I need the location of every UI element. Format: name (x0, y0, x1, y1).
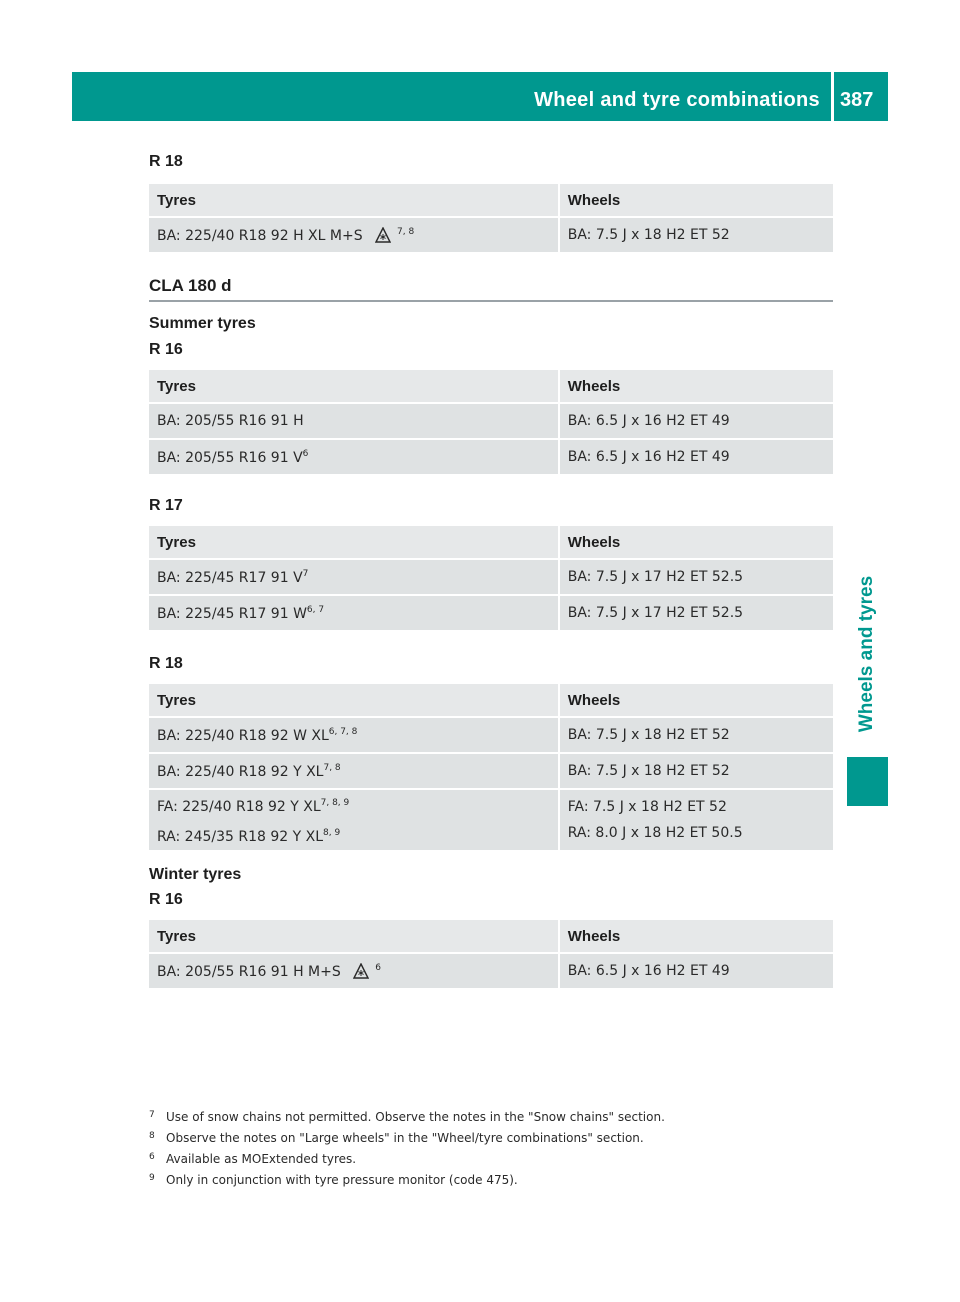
col-header-tyres: Tyres (149, 184, 560, 216)
footnote-ref: 7, 8 (323, 762, 341, 773)
tyre-text: FA: 225/40 R18 92 Y XL (157, 799, 321, 815)
snowflake-mountain-icon (353, 963, 369, 979)
col-header-wheels: Wheels (560, 370, 833, 402)
tyre-cell (149, 790, 560, 850)
footnote-ref: 8, 9 (323, 828, 341, 838)
tyre-text: BA: 225/40 R18 92 W XL (157, 727, 329, 744)
side-tab (847, 554, 888, 754)
table-row (149, 718, 833, 752)
header-divider (831, 72, 834, 121)
footnote-text: Observe the notes on "Large wheels" in the "Wheel/tyre combinations" section. (166, 1131, 644, 1145)
page-header (72, 72, 888, 121)
table-header-row (149, 184, 833, 216)
footnote-number: 8 (149, 1131, 155, 1141)
table-row (149, 596, 833, 630)
tyre-text: BA: 205/55 R16 91 H (157, 413, 304, 429)
tyre-text: BA: 225/40 R18 92 Y XL (157, 763, 324, 780)
footnote-ref: 6, 7 (306, 604, 325, 615)
table-row (149, 218, 833, 252)
table-header-row (149, 526, 833, 558)
size-label: R 17 (149, 497, 183, 514)
table-row (149, 954, 833, 988)
footnote-ref: 6 (302, 448, 309, 459)
wheel-cell: BA: 6.5 J x 16 H2 ET 49 (560, 954, 833, 988)
col-header-wheels: Wheels (560, 526, 833, 558)
size-label: R 18 (149, 655, 183, 672)
wheel-cell: BA: 6.5 J x 16 H2 ET 49 (560, 404, 833, 438)
col-header-tyres: Tyres (149, 526, 560, 558)
tyre-table (149, 524, 833, 632)
footnote (149, 1168, 665, 1189)
tyre-cell (149, 218, 560, 252)
summer-tyres-heading: Summer tyres (149, 315, 256, 332)
tyre-cell (149, 954, 560, 988)
wheel-cell: BA: 7.5 J x 18 H2 ET 52 (560, 718, 833, 752)
footnote-ref: 6 (375, 962, 381, 973)
col-header-wheels: Wheels (560, 684, 833, 716)
wheel-cell: BA: 7.5 J x 18 H2 ET 52 (560, 218, 833, 252)
tyre-table (149, 182, 833, 254)
footnote-text: Use of snow chains not permitted. Observe the notes in the "Snow chains" section. (166, 1110, 665, 1124)
tyre-cell (149, 404, 560, 438)
col-header-tyres: Tyres (149, 370, 560, 402)
tyre-table (149, 368, 833, 476)
footnote-number: 6 (149, 1152, 155, 1162)
table-header-row (149, 370, 833, 402)
table-row (149, 404, 833, 438)
tyre-text: RA: 245/35 R18 92 Y XL (157, 829, 324, 845)
tyre-cell (149, 596, 560, 630)
footnote-number: 9 (149, 1173, 155, 1183)
footnote-ref: 6, 7, 8 (328, 726, 358, 737)
table-header-row (149, 920, 833, 952)
wheel-cell: BA: 6.5 J x 16 H2 ET 49 (560, 440, 833, 474)
footnote-text: Available as MOExtended tyres. (166, 1152, 357, 1166)
tyre-text: BA: 225/40 R18 92 H XL M+S (157, 227, 363, 244)
tyre-text: BA: 205/55 R16 91 V (157, 449, 303, 466)
footnote-number: 7 (149, 1110, 155, 1120)
wheel-text: FA: 7.5 J x 18 H2 ET 52 (567, 799, 727, 815)
table-row (149, 790, 833, 850)
size-label: R 18 (149, 153, 183, 170)
table-row (149, 754, 833, 788)
tyre-table (149, 918, 833, 990)
footnotes (149, 1105, 665, 1189)
col-header-tyres: Tyres (149, 920, 560, 952)
page-number: 387 (840, 89, 874, 111)
table-row (149, 440, 833, 474)
table-row (149, 560, 833, 594)
tyre-cell (149, 754, 560, 788)
col-header-wheels: Wheels (560, 184, 833, 216)
wheel-cell: BA: 7.5 J x 17 H2 ET 52.5 (560, 560, 833, 594)
footnote (149, 1147, 665, 1168)
tyre-table (149, 682, 833, 852)
col-header-tyres: Tyres (149, 684, 560, 716)
winter-tyres-heading: Winter tyres (149, 866, 242, 883)
wheel-text: RA: 8.0 J x 18 H2 ET 50.5 (567, 825, 743, 841)
side-tab-marker (847, 757, 888, 806)
footnote-ref: 7, 8, 9 (320, 798, 350, 808)
section-title: CLA 180 d (149, 276, 833, 302)
wheel-cell: BA: 7.5 J x 18 H2 ET 52 (560, 754, 833, 788)
footnote (149, 1105, 665, 1126)
footnote-ref: 7, 8 (397, 226, 415, 237)
tyre-text: BA: 205/55 R16 91 H M+S (157, 963, 341, 980)
tyre-cell (149, 440, 560, 474)
header-title: Wheel and tyre combinations (534, 89, 820, 111)
table-header-row (149, 684, 833, 716)
size-label: R 16 (149, 891, 183, 908)
col-header-wheels: Wheels (560, 920, 833, 952)
footnote-ref: 7 (302, 568, 309, 579)
tyre-cell (149, 560, 560, 594)
snowflake-mountain-icon (375, 227, 391, 243)
tyre-text: BA: 225/45 R17 91 V (157, 569, 303, 586)
footnote (149, 1126, 665, 1147)
side-tab-label: Wheels and tyres (856, 575, 878, 733)
wheel-cell (560, 790, 833, 850)
tyre-cell (149, 718, 560, 752)
tyre-text: BA: 225/45 R17 91 W (157, 605, 307, 622)
size-label: R 16 (149, 341, 183, 358)
footnote-text: Only in conjunction with tyre pressure monitor (code 475). (166, 1173, 518, 1187)
wheel-cell: BA: 7.5 J x 17 H2 ET 52.5 (560, 596, 833, 630)
